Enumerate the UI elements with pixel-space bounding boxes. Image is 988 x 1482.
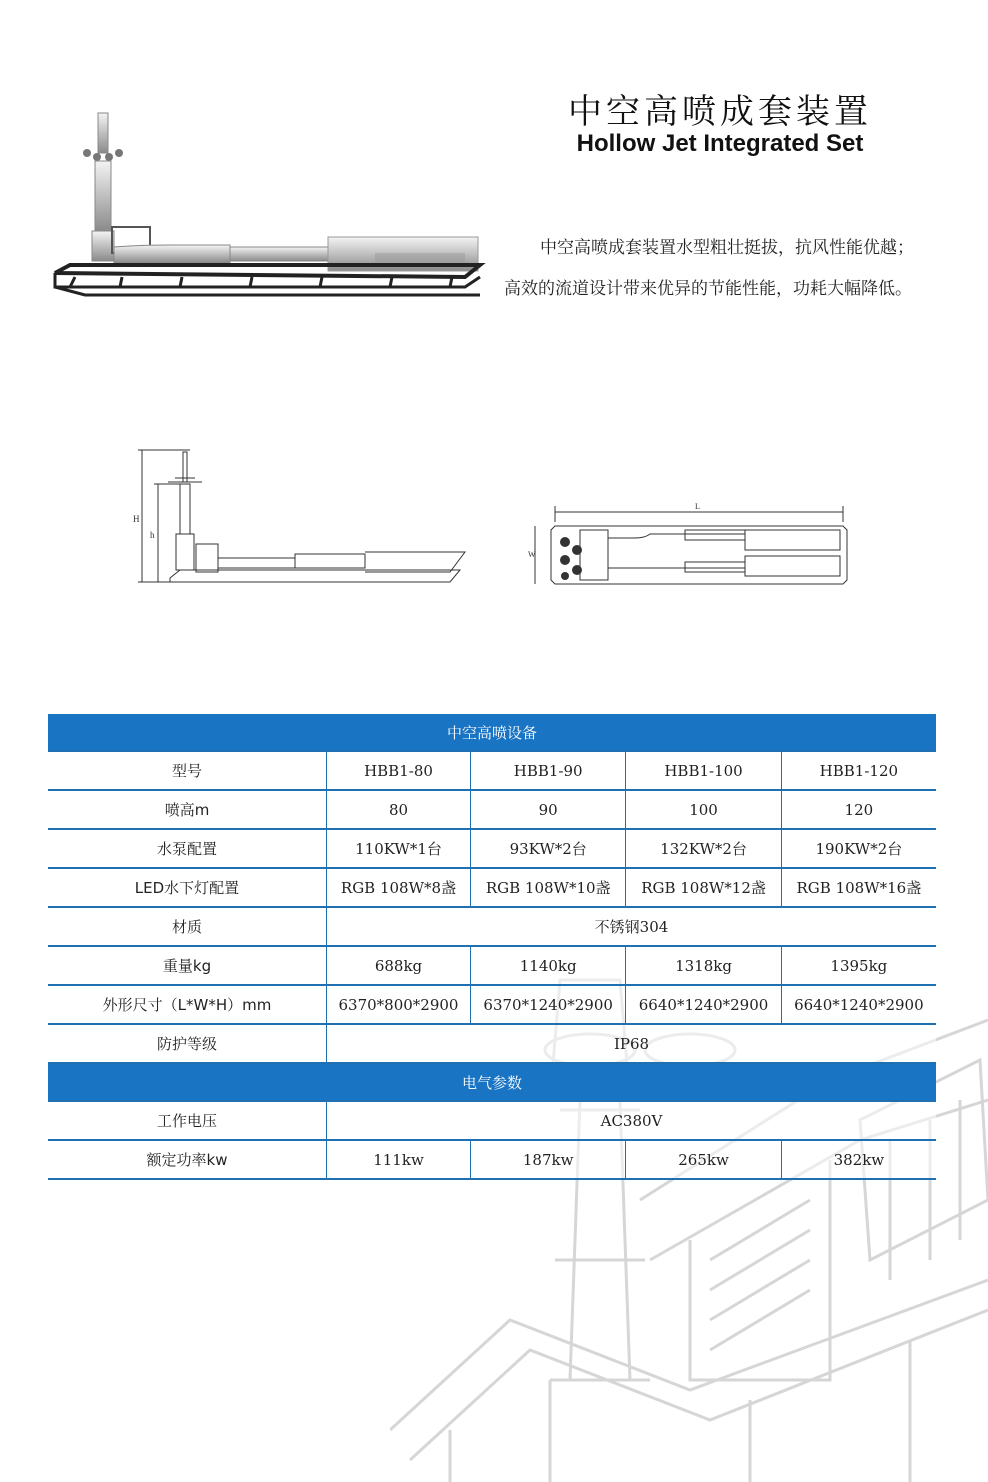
merged-cell: 不锈钢304 xyxy=(327,907,937,946)
table-cell: 6640*1240*2900 xyxy=(781,985,936,1024)
section-header: 电气参数 xyxy=(48,1063,936,1101)
table-cell: 265kw xyxy=(626,1140,781,1179)
dimension-label-h: h xyxy=(150,530,155,540)
table-cell: 190KW*2台 xyxy=(781,829,936,868)
product-image xyxy=(50,105,490,300)
table-row xyxy=(48,751,936,790)
table-row xyxy=(48,985,936,1024)
row-label: 额定功率kw xyxy=(48,1140,327,1179)
table-cell: 6370*1240*2900 xyxy=(471,985,626,1024)
table-row xyxy=(48,907,936,946)
merged-cell: IP68 xyxy=(327,1024,937,1063)
dimension-label-W: W xyxy=(528,550,536,559)
row-label: 重量kg xyxy=(48,946,327,985)
section-header: 中空高喷设备 xyxy=(48,714,936,751)
table-cell: 80 xyxy=(327,790,471,829)
table-row xyxy=(48,1140,936,1179)
table-cell: 111kw xyxy=(327,1140,471,1179)
row-label: 喷高m xyxy=(48,790,327,829)
table-row xyxy=(48,868,936,907)
table-cell: RGB 108W*10盏 xyxy=(471,868,626,907)
table-cell: 110KW*1台 xyxy=(327,829,471,868)
table-cell: 90 xyxy=(471,790,626,829)
table-cell: HBB1-80 xyxy=(327,751,471,790)
table-cell: 688kg xyxy=(327,946,471,985)
row-label: 水泵配置 xyxy=(48,829,327,868)
dimension-label-H: H xyxy=(133,514,140,524)
row-label: 工作电压 xyxy=(48,1101,327,1140)
page-subtitle: Hollow Jet Integrated Set xyxy=(576,130,864,157)
table-cell: 1140kg xyxy=(471,946,626,985)
section-header-row xyxy=(48,714,936,751)
table-cell: 93KW*2台 xyxy=(471,829,626,868)
table-row xyxy=(48,1024,936,1063)
product-description: 中空高喷成套装置水型粗壮挺拔，抗风性能优越；高效的流道设计带来优异的节能性能，功耗大幅降低。 xyxy=(504,238,914,299)
table-cell: RGB 108W*16盏 xyxy=(781,868,936,907)
row-label: 防护等级 xyxy=(48,1024,327,1063)
section-header-row xyxy=(48,1063,936,1101)
table-row xyxy=(48,790,936,829)
table-cell: 1395kg xyxy=(781,946,936,985)
table-cell: RGB 108W*12盏 xyxy=(626,868,781,907)
table-cell: RGB 108W*8盏 xyxy=(327,868,471,907)
table-row xyxy=(48,946,936,985)
dimension-label-L: L xyxy=(695,502,700,511)
table-row xyxy=(48,829,936,868)
table-cell: 6370*800*2900 xyxy=(327,985,471,1024)
table-cell: 187kw xyxy=(471,1140,626,1179)
merged-cell: AC380V xyxy=(327,1101,937,1140)
top-view-drawing xyxy=(525,500,855,595)
table-cell: 100 xyxy=(626,790,781,829)
table-cell: 6640*1240*2900 xyxy=(626,985,781,1024)
row-label: LED水下灯配置 xyxy=(48,868,327,907)
table-row xyxy=(48,1101,936,1140)
spec-table xyxy=(48,714,936,1180)
table-cell: 382kw xyxy=(781,1140,936,1179)
table-cell: HBB1-120 xyxy=(781,751,936,790)
table-cell: 132KW*2台 xyxy=(626,829,781,868)
table-cell: HBB1-100 xyxy=(626,751,781,790)
row-label: 外形尺寸（L*W*H）mm xyxy=(48,985,327,1024)
table-cell: 1318kg xyxy=(626,946,781,985)
page-title: 中空高喷成套装置 xyxy=(568,92,872,132)
table-cell: 120 xyxy=(781,790,936,829)
side-view-drawing xyxy=(130,440,475,590)
row-label: 型号 xyxy=(48,751,327,790)
row-label: 材质 xyxy=(48,907,327,946)
table-cell: HBB1-90 xyxy=(471,751,626,790)
